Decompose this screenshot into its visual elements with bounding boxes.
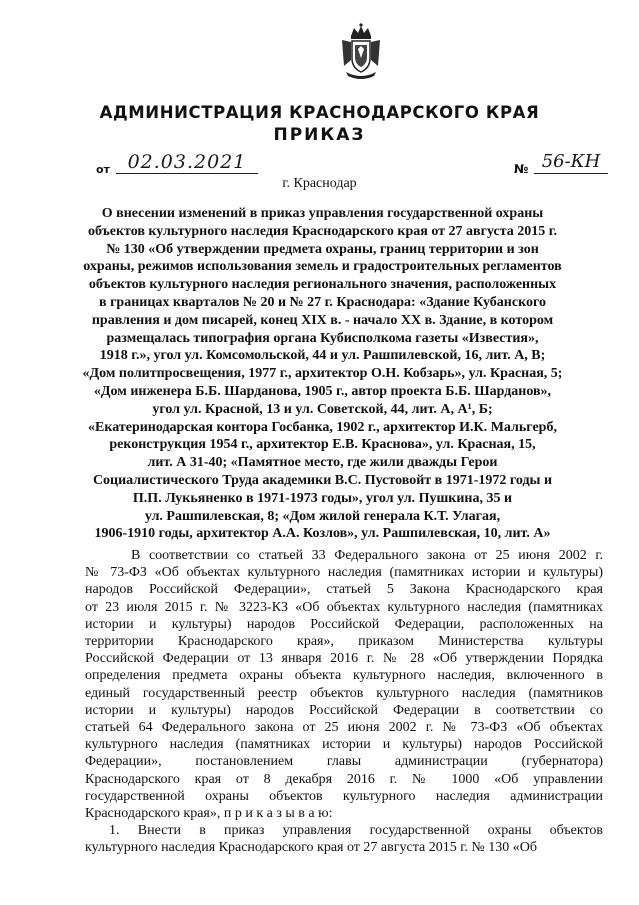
title-line: размещалась типография органа Кубисполкома газеты «Известия», xyxy=(106,330,539,346)
body-line: единый государственный реестр объектов культурного наследия (памятников xyxy=(85,685,603,701)
title-line: охраны, режимов использования земель и градостроительных регламентов xyxy=(83,259,562,275)
body-line: Краснодарского края от 8 декабря 2016 г. № 1000 «Об управлении xyxy=(85,771,603,787)
body-line: культурного наследия (памятниках истории и культуры) народов Российской xyxy=(85,737,603,753)
body-line: Краснодарского края», п р и к а з ы в а ю: xyxy=(85,806,333,822)
title-line: № 130 «Об утверждении предмета охраны, границ территории и зон xyxy=(106,241,539,257)
order-body xyxy=(85,547,603,857)
body-line: Российской Федерации от 13 января 2016 г. № 28 «Об утверждении Порядка xyxy=(85,651,603,667)
body-line: культурного наследия Краснодарского края от 27 августа 2015 г. № 130 «Об xyxy=(85,840,537,856)
organization-heading: АДМИНИСТРАЦИЯ КРАСНОДАРСКОГО КРАЯ xyxy=(99,103,540,122)
title-line: лит. А 31-40; «Памятное место, где жили дважды Герои xyxy=(147,455,498,471)
title-line: «Екатеринодарская контора Госбанка, 1902 г., архитектор И.К. Мальгерб, xyxy=(88,419,557,435)
body-line: от 23 июля 2015 г. № 3223-КЗ «Об объектах культурного наследия (памятниках xyxy=(85,599,603,615)
title-line: реконструкция 1954 г., архитектор Е.В. Краснова», ул. Красная, 15, xyxy=(109,437,536,453)
number-prefix: № xyxy=(514,162,529,176)
coat-of-arms-icon xyxy=(338,22,384,80)
city-line: г. Краснодар xyxy=(282,176,357,191)
body-line: народов Российской Федерации», статьей 5 Закона Краснодарского края xyxy=(85,582,603,598)
title-line: «Дом инженера Б.Б. Шарданова, 1905 г., автор проекта Б.Б. Шарданов», xyxy=(93,383,552,399)
body-line: истории и культуры) народов Российской Федерации в соответствии со xyxy=(85,702,603,718)
body-line: истории и культуры) народов Российской Федерации, расположенных на xyxy=(85,616,603,632)
body-line: В соответствии со статьей 33 Федерального закона от 25 июня 2002 г. xyxy=(131,548,603,563)
title-line: в границах кварталов № 20 и № 27 г. Краснодара: «Здание Кубанского xyxy=(99,294,546,310)
title-line: П.П. Лукьяненко в 1971-1973 годы», угол ул. Пушкина, 35 и xyxy=(132,490,513,506)
body-line: статьей 64 Федерального закона от 25 июня 2002 г. № 73-ФЗ «Об объектах xyxy=(85,720,603,736)
title-line: О внесении изменений в приказ управления государственной охраны xyxy=(101,206,544,221)
order-title xyxy=(80,205,565,543)
title-line: ул. Рашпилевская, 8; «Дом жилой генерала К.Т. Улагая, xyxy=(144,508,501,524)
title-line: объектов культурного наследия Краснодарского края от 27 августа 2015 г. xyxy=(87,223,558,239)
title-line: 1918 г.», угол ул. Комсомольской, 44 и ул. Рашпилевской, 16, лит. А, В; xyxy=(99,348,546,364)
document-type-heading: ПРИКАЗ xyxy=(273,125,366,145)
body-line: государственной охраны объектов культурного наследия администрации xyxy=(85,788,603,804)
title-line: «Дом политпросвещения, 1977 г., архитектор О.Н. Кобзарь», ул. Красная, 5; xyxy=(82,366,563,382)
body-line: 1. Внести в приказ управления государственной охраны объектов xyxy=(109,823,603,839)
title-line: объектов культурного наследия регионального значения, расположенных xyxy=(88,277,557,293)
title-line: угол ул. Красной, 13 и ул. Советской, 44, лит. А, А¹, Б; xyxy=(152,401,493,417)
body-line: определения предмета охраны объекта культурного наследия, включенного в xyxy=(85,668,603,684)
title-line: правления и дом писарей, конец XIX в. - начало XX в. Здание, в котором xyxy=(91,312,554,328)
body-line: № 73-ФЗ «Об объектах культурного наследия (памятниках истории и культуры) xyxy=(85,565,603,581)
body-line: Федерации», постановлением главы администрации (губернатора) xyxy=(85,754,603,770)
body-line: территории Краснодарского края», приказом Министерства культуры xyxy=(85,634,603,650)
title-line: 1906-1910 годы, архитектор А.А. Козлов», ул. Рашпилевская, 10, лит. А» xyxy=(94,526,551,542)
date-prefix: от xyxy=(96,163,110,176)
title-line: Социалистического Труда академики В.С. Пустовойт в 1971-1972 годы и xyxy=(92,472,553,488)
number-value: 56-КН xyxy=(534,151,608,174)
date-value: 02.03.2021 xyxy=(116,151,258,174)
